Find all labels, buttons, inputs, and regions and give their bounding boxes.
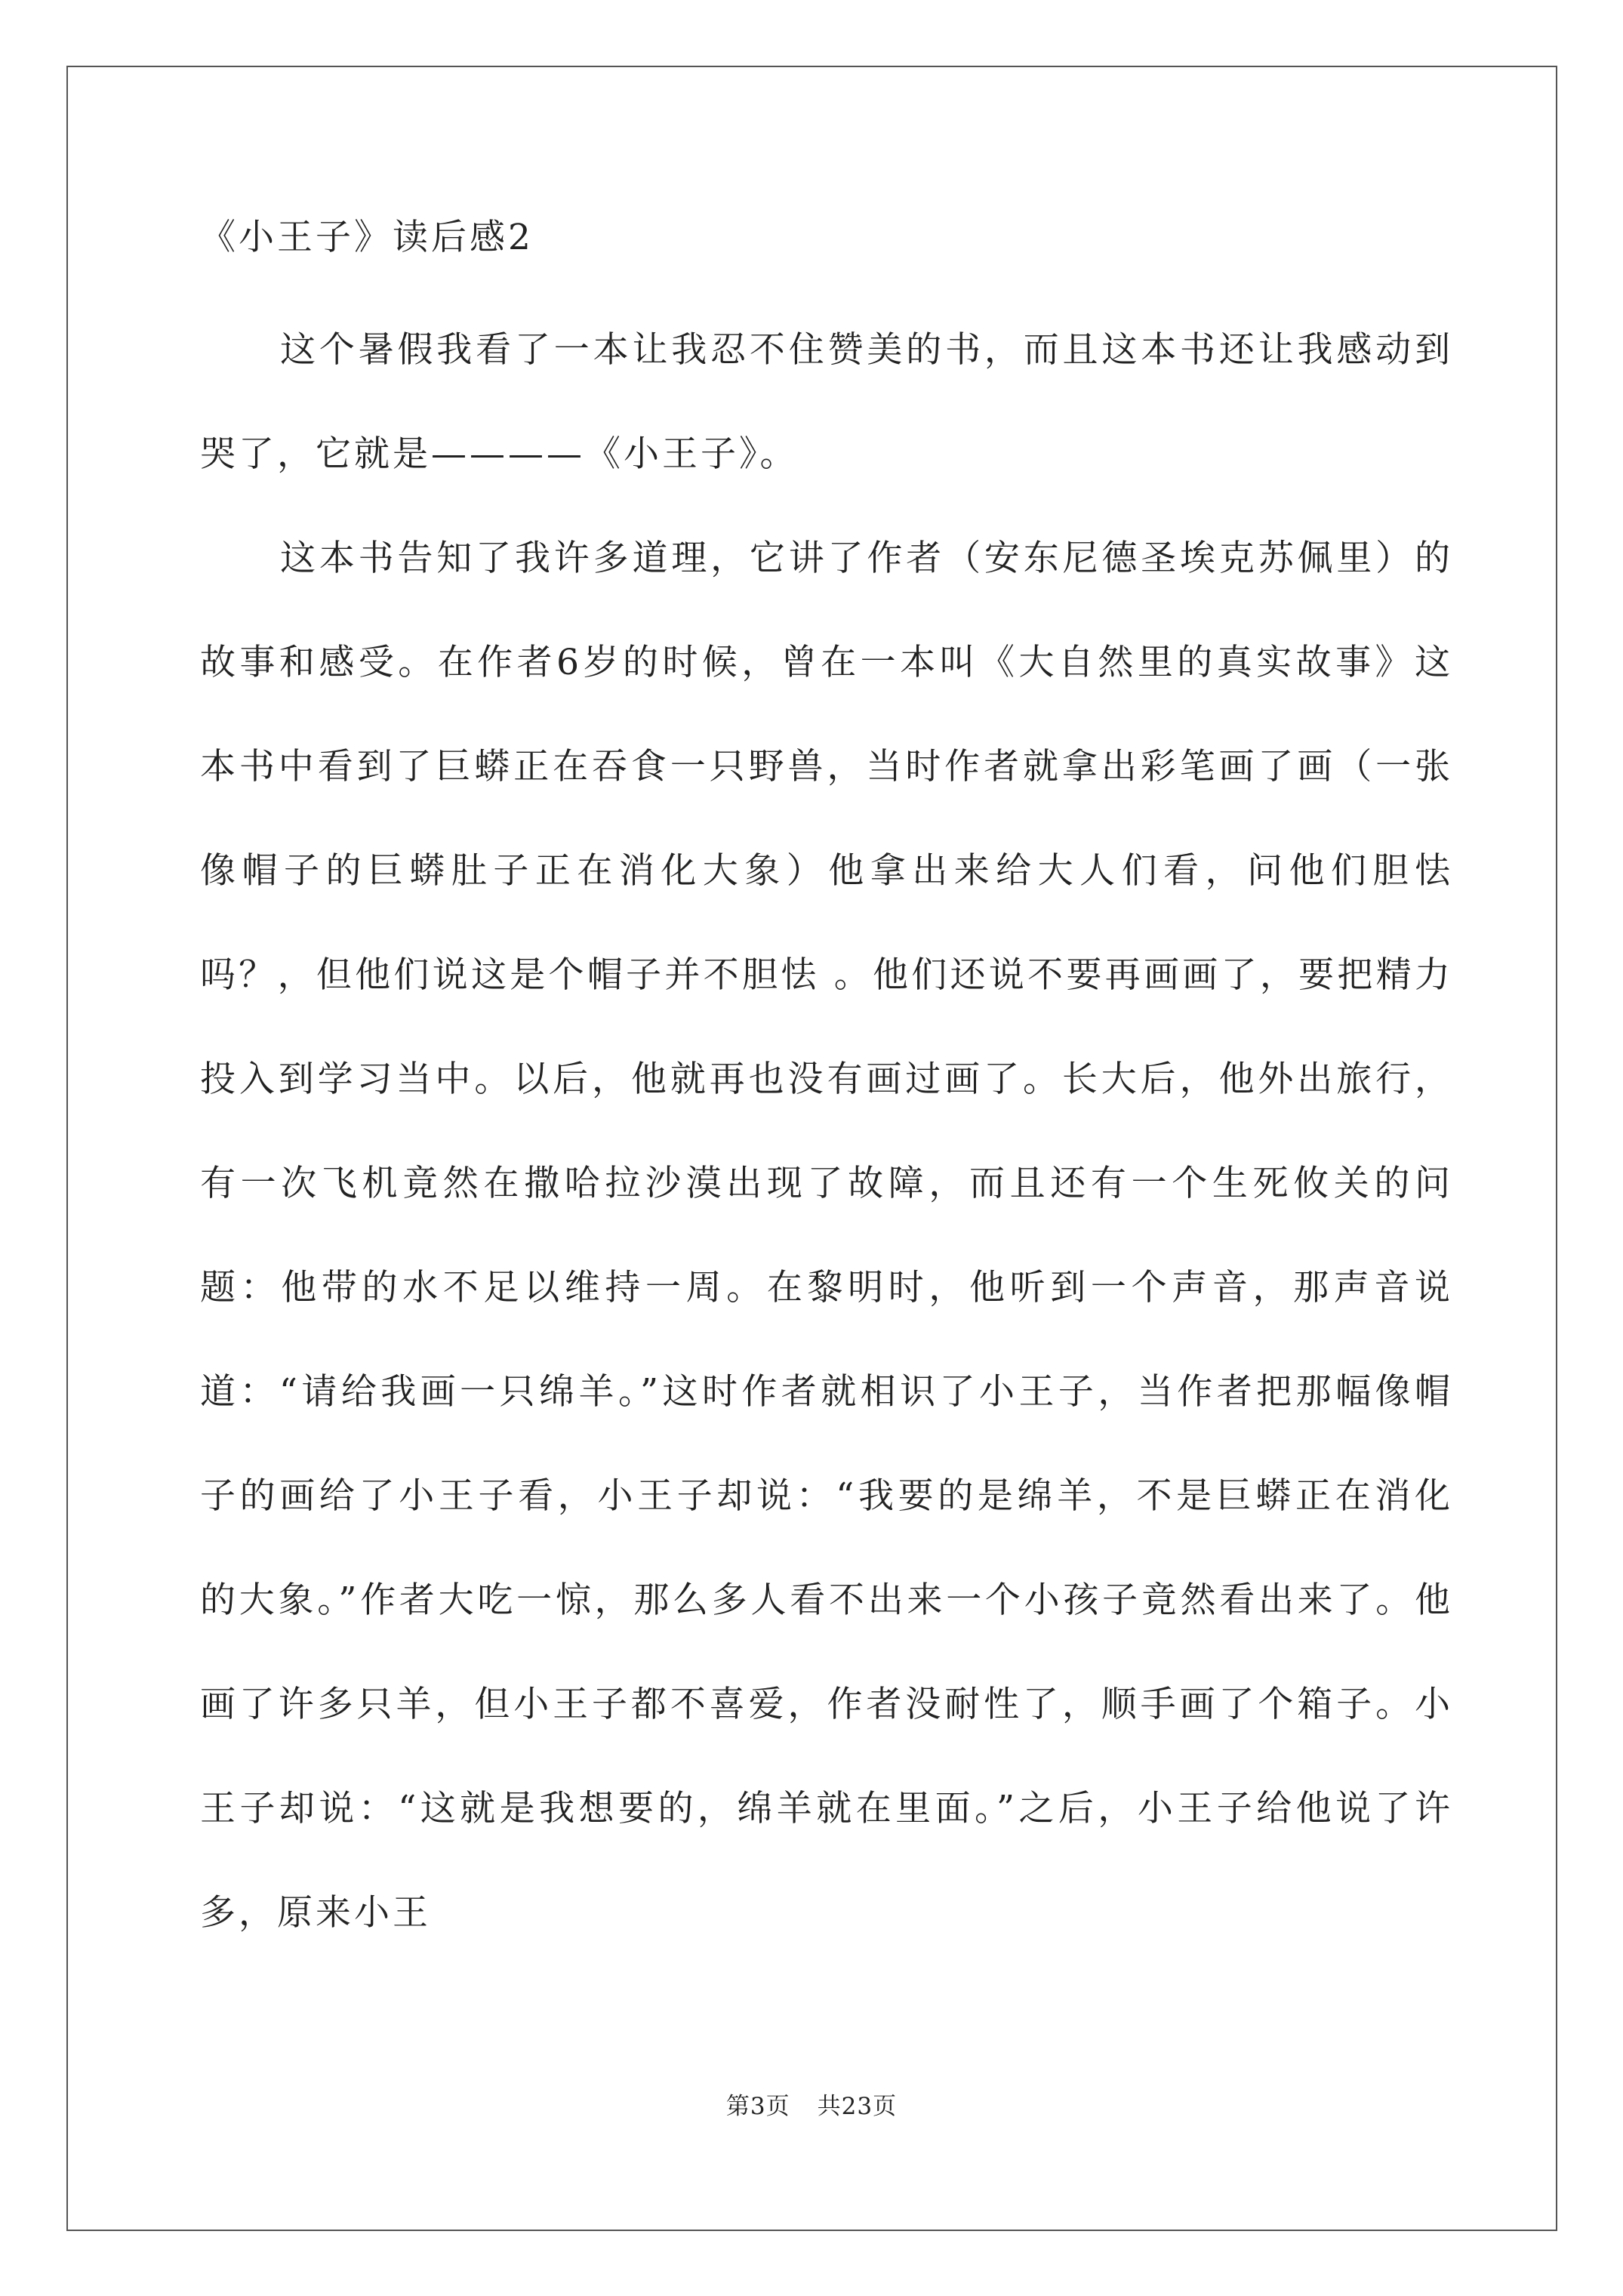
- page-number: 第3页: [725, 2093, 790, 2120]
- document-body: [200, 215, 1453, 1965]
- paragraph-2: 这本书告知了我许多道理，它讲了作者（安东尼德圣埃克苏佩里）的故事和感受。在作者6岁的时候，曾在一本叫《大自然里的真实故事》这本书中看到了巨蟒正在吞食一只野兽，当时作者就拿出彩笔画了画（一张像帽子的巨蟒肚子正在消化大象）他拿出来给大人们看，问他们胆怯 吗？，但他们说这是个帽子并不胆怯 。他们还说不要再画画了，要把精力投入到学习当中。以后，他就再也没有画过画了。长大后，他外出旅行，有一次飞机竟然在撒哈拉沙漠出现了故障，而且还有一个生死攸关的问题：他带的水不足以维持一周。在黎明时，他听到一个声音，那声音说道：“请给我画一只绵羊。”这时作者就相识了小王子，当作者把那幅像帽子的画给了小王子看，小王子却说：“我要的是绵羊，不是巨蟒正在消化的大象。”作者大吃一惊，那么多人看不出来一个小孩子竟然看出来了。他画了许多只羊，但小王子都不喜爱，作者没耐性了，顺手画了个箱子。小王子却说：“这就是我想要的，绵羊就在里面。”之后，小王子给他说了许多，原来小王: [200, 538, 1453, 1934]
- document-title: 《小王子》读后感2: [200, 217, 534, 258]
- page-footer: [0, 2091, 1623, 2122]
- paragraph-1: 这个暑假我看了一本让我忍不住赞美的书，而且这本书还让我感动到哭了，它就是————《小王子》。: [200, 329, 1453, 475]
- page-total: 共23页: [817, 2093, 898, 2120]
